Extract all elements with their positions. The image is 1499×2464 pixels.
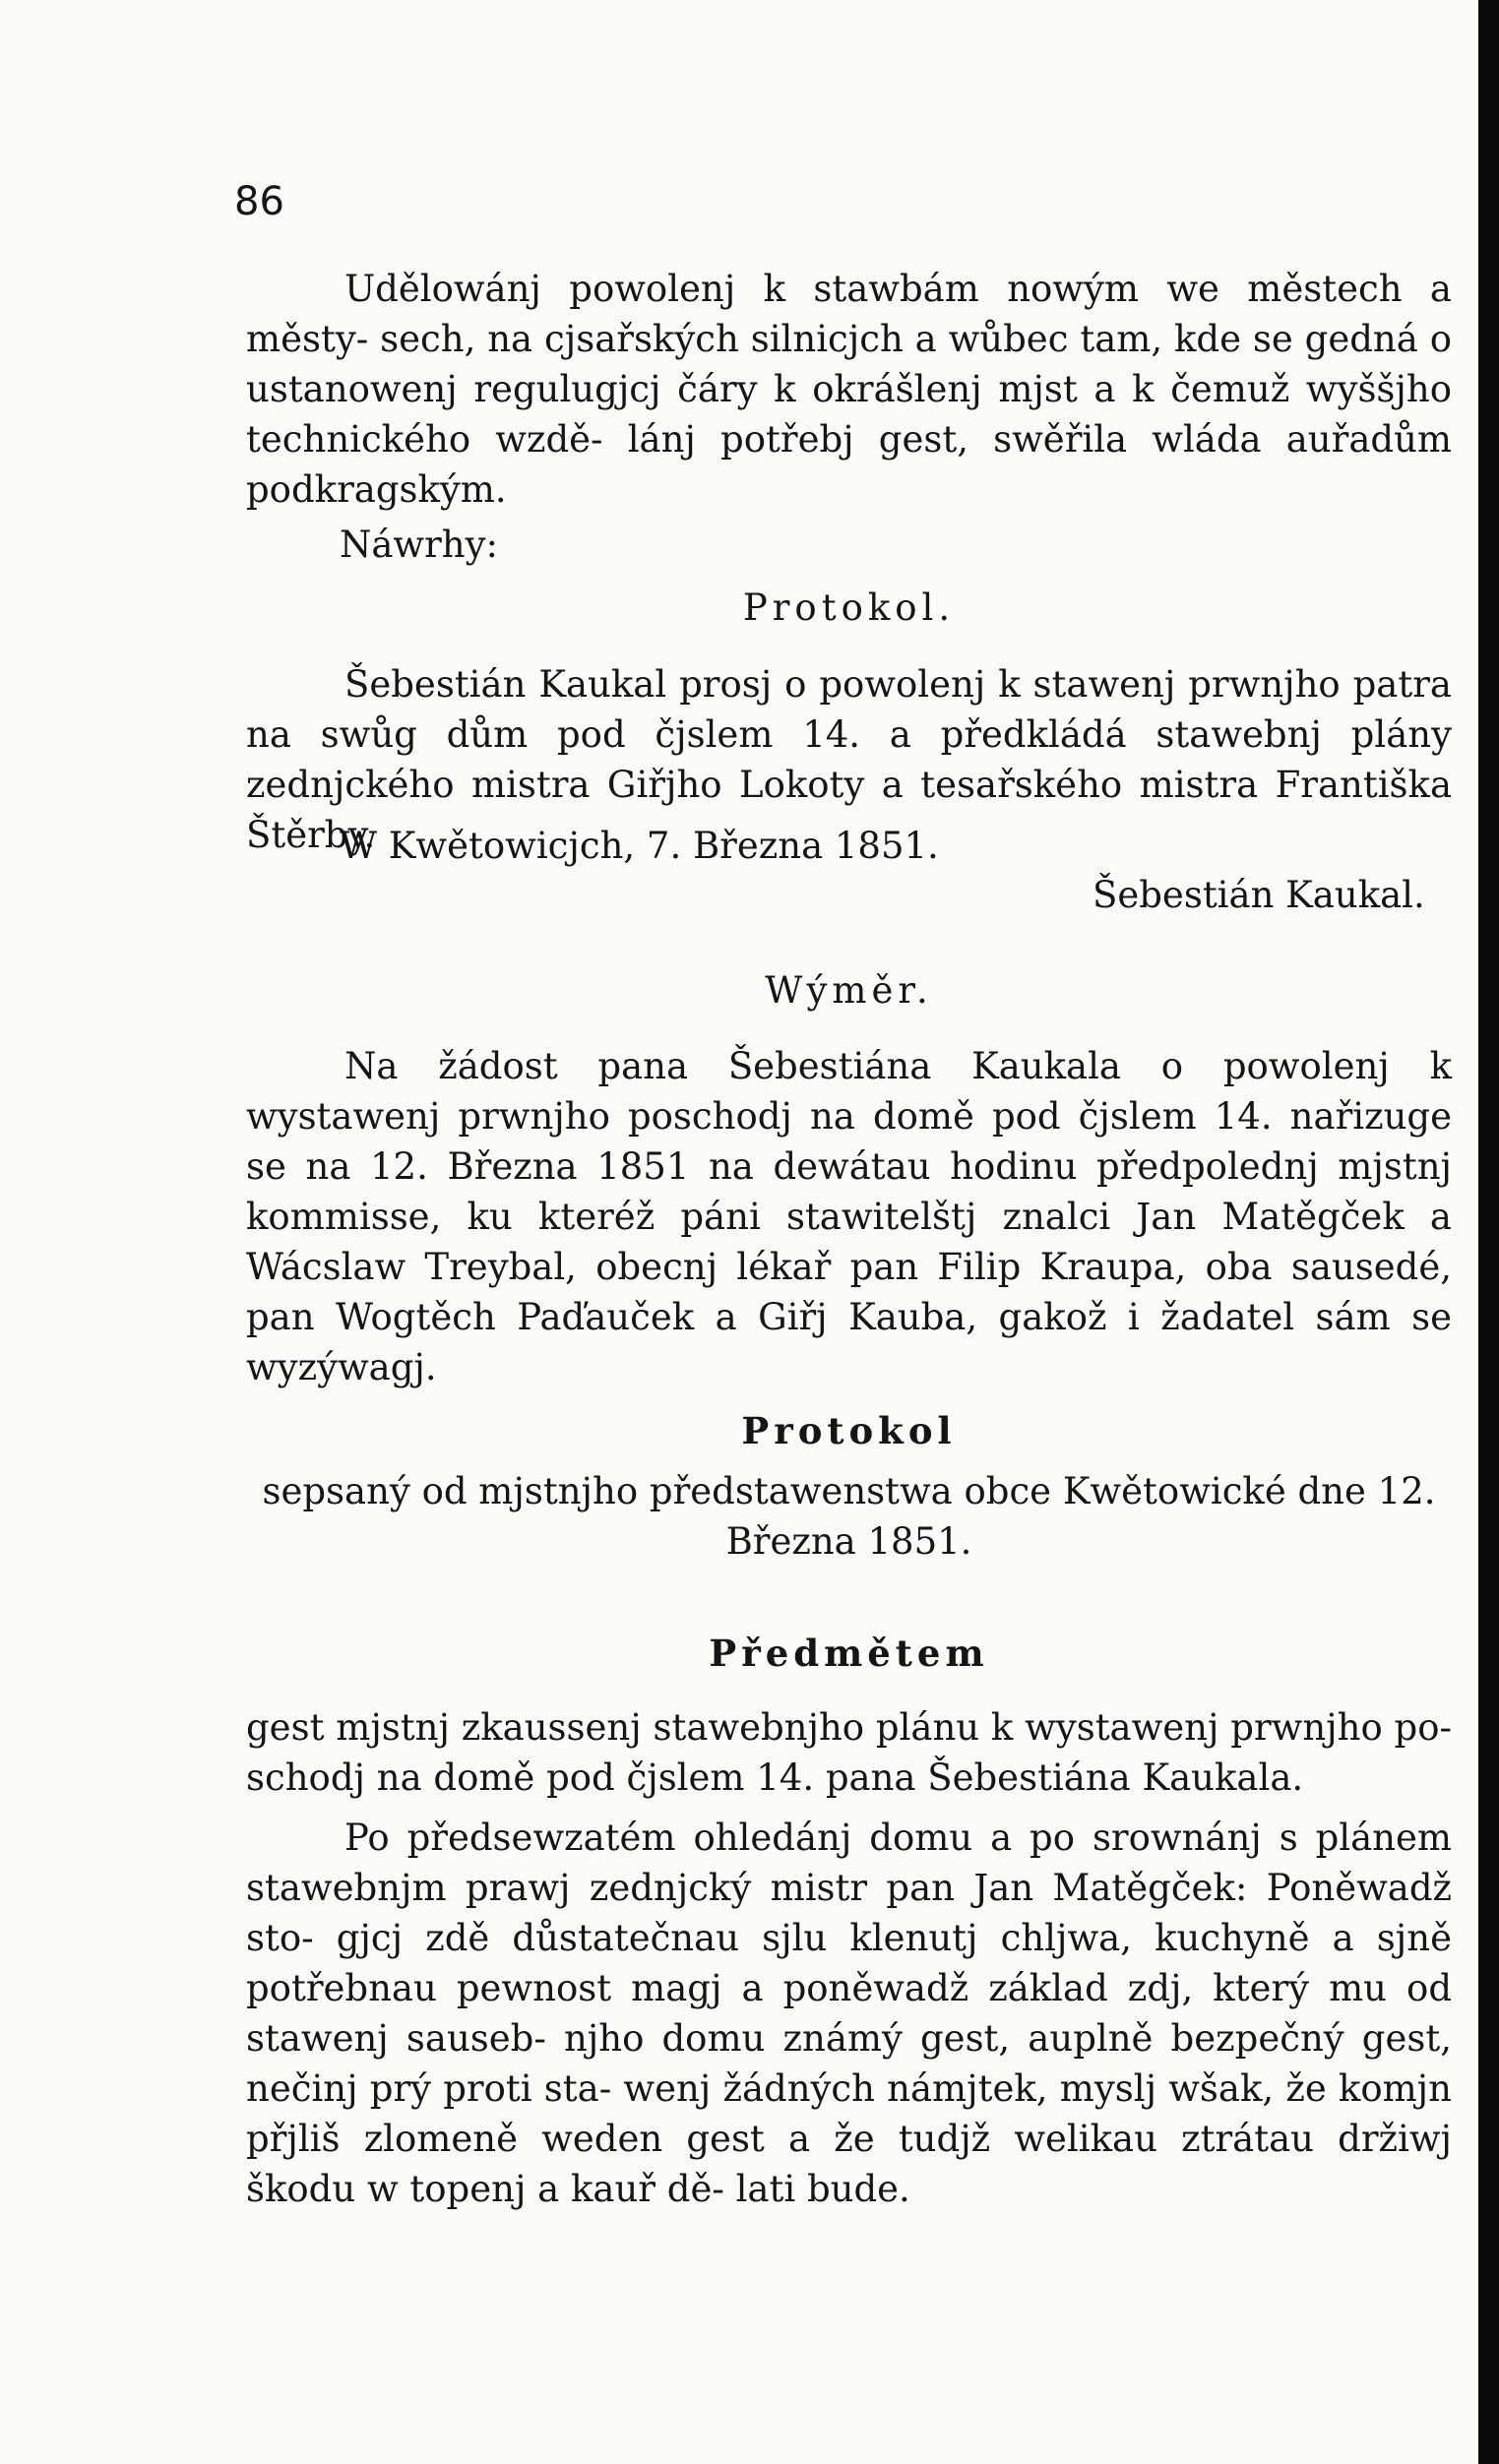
protokol-subtitle: sepsaný od mjstnjho předstawenstwa obce Kwětowické dne 12. Března 1851. — [262, 1470, 1436, 1563]
protokol-text-1: Šebestián Kaukal prosj o powolenj k stawenj prwnjho patra na swůg dům pod čjslem 14. a předkládá stawebnj plány zednjckého mistra Giřjho Lokoty a tesařského mistra Františka Štěrby. — [246, 663, 1452, 856]
scan-edge — [1478, 0, 1499, 2464]
signature: Šebestián Kaukal. — [1093, 874, 1425, 916]
protokol-heading-1: Protokol. — [742, 586, 956, 629]
wymer-text: Na žádost pana Šebestiána Kaukala o powolenj k wystawenj prwnjho poschodj na domě pod čjslem 14. nařizuge se na 12. Března 1851 na dewátau hodinu předpolednj mjstnj kommisse, ku kteréž páni stawitelštj znalci Jan Matěgček a Wácslaw Treybal, obecnj lékař pan Filip Kraupa, oba sausedé, pan Wogtěch Paďauček a Giřj Kauba, gakož i žadatel sám se wyzýwagj. — [246, 1045, 1452, 1388]
place-date: W Kwětowicjch, 7. Března 1851. — [340, 825, 939, 867]
predmetem-heading: Předmětem — [709, 1632, 989, 1675]
intro-paragraph: Udělowánj powolenj k stawbám nowým we městech a městy- sech, na cjsařských silnicjch a wůbec tam, kde se gedná o ustanowenj regulugjcj čáry k okrášlenj mjst a k čemuž wyššjho technického wzdě- lánj potřebj gest, swěřila wláda auřadům podkragským. — [246, 268, 1452, 511]
section-label: Náwrhy: — [340, 524, 498, 566]
predmetem-text: gest mjstnj zkaussenj stawebnjho plánu k wystawenj prwnjho po- schodj na domě pod čjslem 14. pana Šebestiána Kaukala. — [246, 1706, 1452, 1799]
page-number: 86 — [234, 179, 284, 224]
wymer-heading: Wýměr. — [765, 969, 933, 1012]
final-paragraph: Po předsewzatém ohledánj domu a po srownánj s plánem stawebnjm prawj zednjcký mistr pan Jan Matěgček: Poněwadž sto- gjcj zdě důstatečnau sjlu klenutj chljwa, kuchyně a sjně potřebnau pewnost magj a poněwadž základ zdj, který mu od stawenj sauseb- njho domu známý gest, auplně bezpečný gest, nečinj prý proti sta- wenj žádných námjtek, myslj wšak, že komjn přjliš zlomeně weden gest a že tudjž welikau ztrátau držiwj škodu w topenj a kauř dě- lati bude. — [246, 1817, 1452, 2210]
protokol-heading-2: Protokol — [741, 1409, 957, 1452]
